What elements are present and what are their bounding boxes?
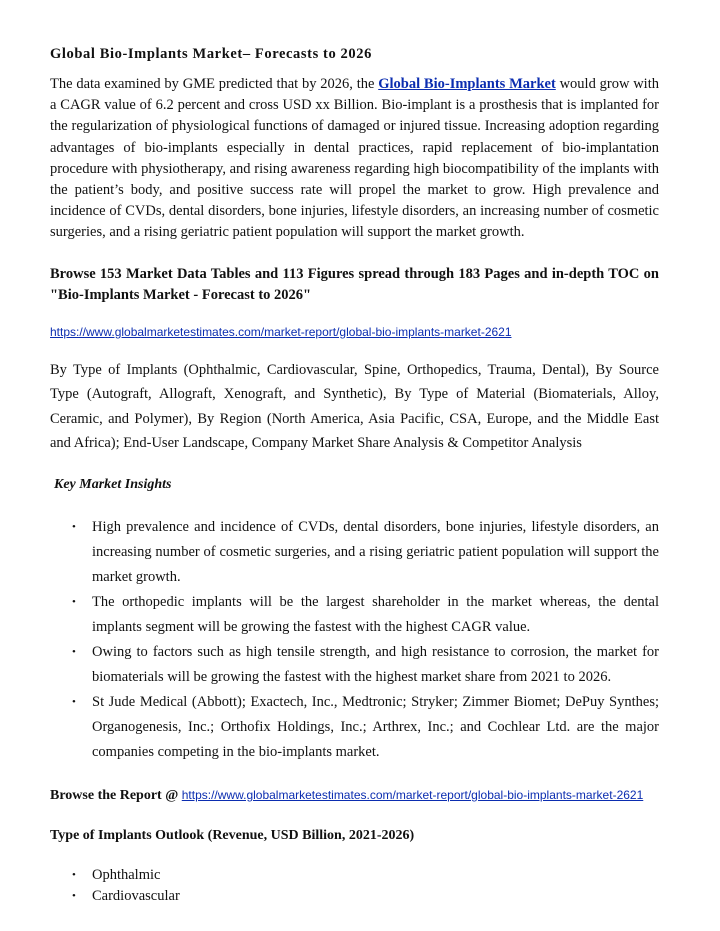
outlook-item-text: Ophthalmic <box>92 867 161 883</box>
key-insights-list <box>50 515 659 765</box>
list-item <box>50 590 659 640</box>
bullet-icon: • <box>72 890 76 902</box>
segments-paragraph: By Type of Implants (Ophthalmic, Cardiovascular, Spine, Orthopedics, Trauma, Dental), By Source Type (Autograft, Allograft, Xenograft, and Synthetic), By Type of Material (Biomaterials, Alloy, Ceramic, and Polymer), By Region (North America, Asia Pacific, CSA, Europe, and the Middle East and Africa); End-User Landscape, Company Market Share Analysis & Competitor Analysis <box>50 361 659 452</box>
insight-text: The orthopedic implants will be the largest shareholder in the market whereas, the dental implants segment will be growing the fastest with the highest CAGR value. <box>92 594 659 635</box>
report-url-link[interactable]: https://www.globalmarketestimates.com/market-report/global-bio-implants-market-2621 <box>50 324 512 339</box>
browse-report-link[interactable]: https://www.globalmarketestimates.com/market-report/global-bio-implants-market-2621 <box>181 788 644 802</box>
bullet-icon: • <box>72 646 76 658</box>
intro-text-start: The data examined by GME predicted that by 2026, the <box>50 76 379 92</box>
insight-text: Owing to factors such as high tensile strength, and high resistance to corrosion, the market for biomaterials will be growing the fastest with the highest market share from 2021 to 2026. <box>92 644 659 685</box>
insight-text: High prevalence and incidence of CVDs, dental disorders, bone injuries, lifestyle disorders, an increasing number of cosmetic surgeries, and a rising geriatric patient population will support the market growth. <box>92 519 659 585</box>
browse-report-label: Browse the Report @ <box>50 788 179 803</box>
intro-paragraph <box>50 74 659 244</box>
list-item <box>50 515 659 590</box>
intro-text-rest: would grow with a CAGR value of 6.2 percent and cross USD xx Billion. Bio-implant is a prosthesis that is implanted for the regularization of physiological functions of damaged or injured tissue. Increasing adoption regarding advantages of bio-implants especially in dental practices, rapid replacement of bio-implantation procedure with physiotherapy, and rising awareness regarding high biocompatibility of the implants with the patient’s body, and positive success rate will propel the market to grow. High prevalence and incidence of CVDs, dental disorders, bone injuries, lifestyle disorders, an increasing number of cosmetic surgeries, and a rising geriatric patient population will support the market growth. <box>50 76 659 241</box>
report-url-line <box>50 324 659 340</box>
bullet-icon: • <box>72 521 76 533</box>
list-item <box>50 690 659 765</box>
document-page <box>50 44 659 907</box>
document-title: Global Bio-Implants Market– Forecasts to 2026 <box>50 46 372 62</box>
outlook-heading: Type of Implants Outlook (Revenue, USD Billion, 2021-2026) <box>50 828 415 843</box>
global-bio-implants-market-link[interactable]: Global Bio-Implants Market <box>378 76 556 92</box>
list-item <box>50 865 659 886</box>
bullet-icon: • <box>72 869 76 881</box>
bullet-icon: • <box>72 696 76 708</box>
list-item <box>50 886 659 907</box>
list-item <box>50 640 659 690</box>
browse-heading: Browse 153 Market Data Tables and 113 Figures spread through 183 Pages and in-depth TOC on "Bio-Implants Market - Forecast to 2026" <box>50 265 659 303</box>
outlook-list <box>50 865 659 907</box>
insight-text: St Jude Medical (Abbott); Exactech, Inc., Medtronic; Stryker; Zimmer Biomet; DePuy Synthes; Organogenesis, Inc.; Orthofix Holdings, Inc.; Arthrex, Inc.; and Cochlear Ltd. are the major companies competing in the bio-implants market. <box>92 694 659 760</box>
key-insights-heading: Key Market Insights <box>54 477 172 492</box>
outlook-item-text: Cardiovascular <box>92 888 180 904</box>
browse-report-line <box>50 785 659 806</box>
bullet-icon: • <box>72 596 76 608</box>
